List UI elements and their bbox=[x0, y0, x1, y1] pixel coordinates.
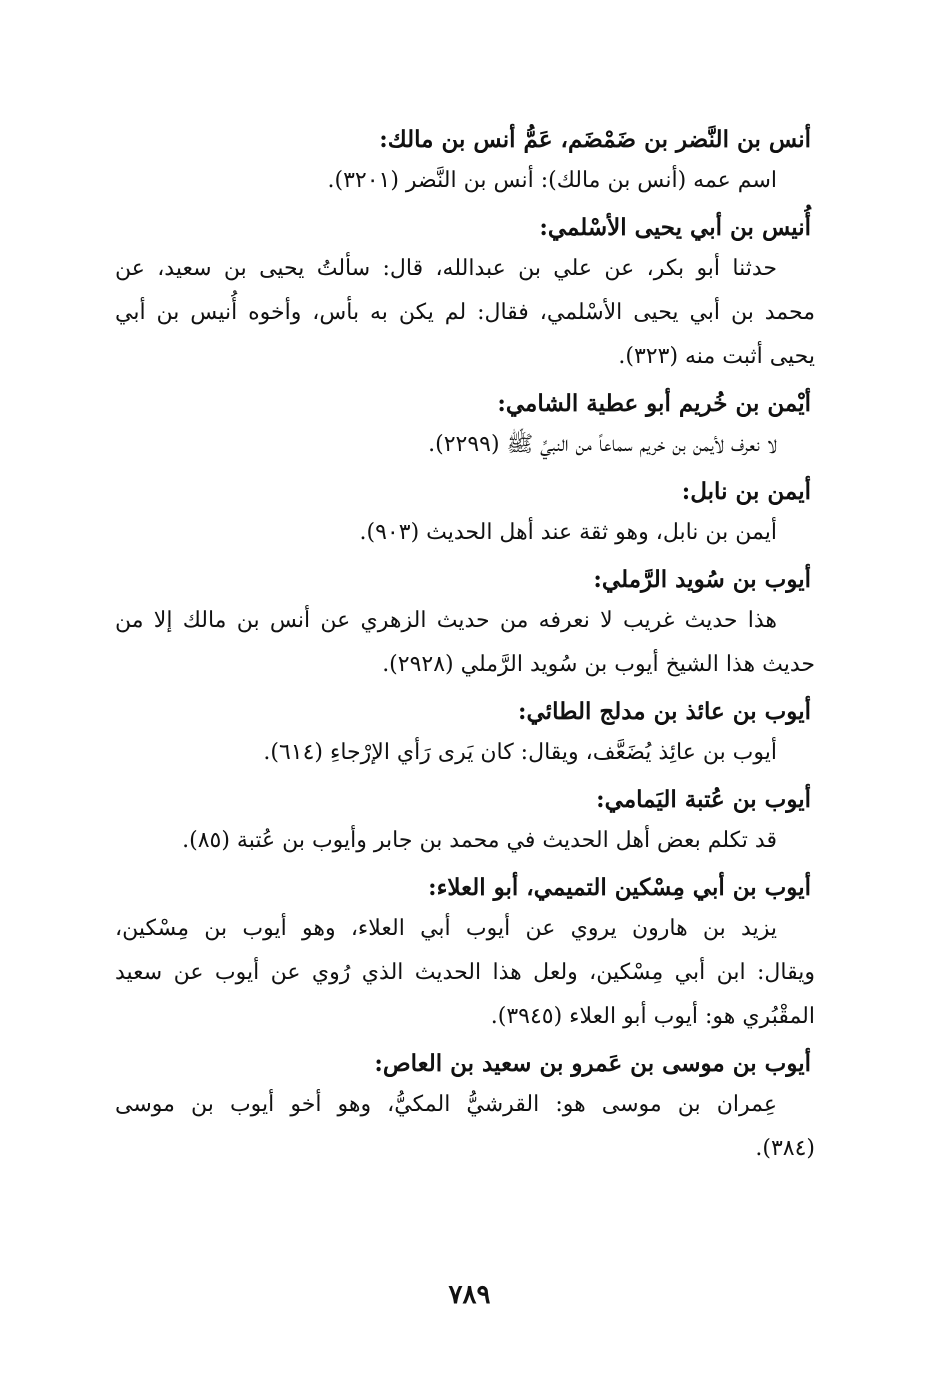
entry-anas-bin-al-nadr bbox=[115, 115, 815, 203]
entry-text-line: حدثنا أبو بكر، عن علي بن عبدالله، قال: سألتُ يحيى بن سعيد، عن bbox=[115, 256, 777, 281]
entry-text-line: لا نعرف لأيمن بن خريم سماعاً من النبيِّ ﷺ (٢٢٩٩). bbox=[428, 432, 777, 457]
page-number: ٧٨٩ bbox=[448, 1280, 491, 1310]
entry-ayman-bin-nabil bbox=[115, 467, 815, 555]
entries-list bbox=[115, 115, 815, 1171]
entry-text-line: عِمران بن موسى هو: القرشيُّ المكيُّ، وهو أخو أيوب بن موسى bbox=[115, 1092, 777, 1117]
entry-text-line: قد تكلم بعض أهل الحديث في محمد بن جابر وأيوب بن عُتبة (٨٥). bbox=[182, 828, 777, 853]
entry-unais-al-aslami bbox=[115, 203, 815, 379]
entry-heading: أيوب بن سُويد الرَّملي: bbox=[593, 566, 811, 593]
entry-text-line: أيوب بن عائِذ يُضَعَّف، ويقال: كان يَرى رَأي الإرْجاءِ (٦١٤). bbox=[263, 740, 777, 765]
entry-heading: أيوب بن عائذ بن مدلج الطائي: bbox=[518, 698, 811, 725]
entry-text-line: (٣٨٤). bbox=[755, 1136, 815, 1161]
entry-heading: أيوب بن أبي مِسْكين التميمي، أبو العلاء: bbox=[428, 874, 811, 901]
entry-text-line: ويقال: ابن أبي مِسْكين، ولعل هذا الحديث الذي رُوي عن أيوب عن سعيد bbox=[115, 960, 815, 985]
entry-text-line: اسم عمه (أنس بن مالك): أنس بن النَّضر (٣٢٠١). bbox=[327, 168, 777, 193]
entry-text-line: يزيد بن هارون يروي عن أيوب أبي العلاء، وهو أيوب بن مِسْكين، bbox=[115, 916, 777, 941]
entry-ayyub-bin-utbah bbox=[115, 775, 815, 863]
entry-text-line: حديث هذا الشيخ أيوب بن سُويد الرَّملي (٢٩٢٨). bbox=[382, 652, 815, 677]
entry-ayyub-bin-aidh bbox=[115, 687, 815, 775]
entry-heading: أيْمن بن خُريم أبو عطية الشامي: bbox=[497, 390, 811, 417]
entry-ayyub-bin-miskin bbox=[115, 863, 815, 1039]
entry-heading: أيوب بن عُتبة اليَمامي: bbox=[596, 786, 811, 813]
entry-text-line: المقْبُري هو: أيوب أبو العلاء (٣٩٤٥). bbox=[490, 1004, 815, 1029]
entry-heading: أنس بن النَّضر بن ضَمْضَم، عَمُّ أنس بن مالك: bbox=[379, 126, 811, 153]
entry-heading: أيمن بن نابل: bbox=[681, 478, 811, 505]
entry-ayman-bin-khuraim bbox=[115, 379, 815, 467]
entry-heading: أُنيس بن أبي يحيى الأسْلمي: bbox=[539, 214, 811, 241]
entry-ayyub-bin-musa bbox=[115, 1039, 815, 1171]
entry-text-line: محمد بن أبي يحيى الأسْلمي، فقال: لم يكن به بأس، وأخوه أُنيس بن أبي bbox=[115, 300, 815, 325]
entry-heading: أيوب بن موسى بن عَمرو بن سعيد بن العاص: bbox=[374, 1050, 811, 1077]
entry-ayyub-bin-suwaid bbox=[115, 555, 815, 687]
entry-text-line: أيمن بن نابل، وهو ثقة عند أهل الحديث (٩٠٣). bbox=[359, 520, 777, 545]
entry-text-line: يحيى أثبت منه (٣٢٣). bbox=[618, 344, 815, 369]
entry-text-line: هذا حديث غريب لا نعرفه من حديث الزهري عن أنس بن مالك إلا من bbox=[115, 608, 777, 633]
